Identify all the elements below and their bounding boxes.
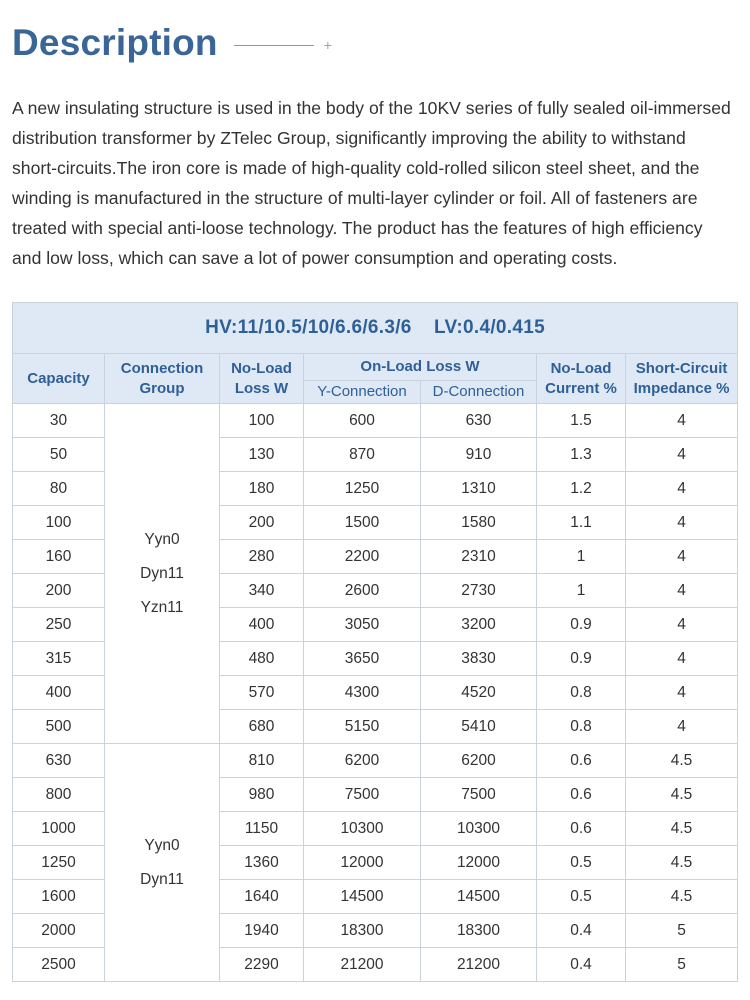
cell-d-connection-loss: 3200 [421,608,537,642]
cell-connection-group [105,744,220,982]
cell-capacity: 160 [13,540,105,574]
cell-noload-current: 1 [537,574,626,608]
header-connection-line1: Connection [120,359,204,377]
cell-capacity: 315 [13,642,105,676]
cell-noload-loss: 130 [220,438,304,472]
cell-noload-current: 0.8 [537,710,626,744]
header-nlcurrent-line1: No-Load [550,359,612,377]
cell-impedance: 4 [626,506,738,540]
cell-noload-current: 0.6 [537,744,626,778]
cell-noload-loss: 100 [220,404,304,438]
cell-impedance: 4 [626,676,738,710]
cell-y-connection-loss: 2200 [304,540,421,574]
cell-d-connection-loss: 2730 [421,574,537,608]
connection-group-label: Yyn0 [144,530,180,548]
cell-noload-current: 0.5 [537,846,626,880]
cell-impedance: 4.5 [626,812,738,846]
cell-y-connection-loss: 2600 [304,574,421,608]
cell-noload-loss: 1640 [220,880,304,914]
cell-y-connection-loss: 5150 [304,710,421,744]
cell-y-connection-loss: 600 [304,404,421,438]
cell-noload-loss: 2290 [220,948,304,982]
cell-d-connection-loss: 4520 [421,676,537,710]
header-onload-loss: On-Load Loss W [304,354,537,381]
voltage-banner: HV:11/10.5/10/6.6/6.3/6 LV:0.4/0.415 [13,303,738,354]
cell-d-connection-loss: 3830 [421,642,537,676]
header-capacity: Capacity [13,354,105,404]
spec-table [12,302,738,982]
cell-noload-loss: 480 [220,642,304,676]
table-row [13,744,738,778]
header-noload-line2: Loss W [234,379,289,397]
cell-noload-loss: 400 [220,608,304,642]
cell-noload-loss: 280 [220,540,304,574]
cell-d-connection-loss: 14500 [421,880,537,914]
cell-impedance: 5 [626,914,738,948]
cell-impedance: 4 [626,472,738,506]
page-title: Description [12,22,218,63]
plus-icon: + [323,37,332,53]
cell-y-connection-loss: 3050 [304,608,421,642]
cell-y-connection-loss: 6200 [304,744,421,778]
header-noload-line1: No-Load [231,359,292,377]
cell-noload-current: 1.3 [537,438,626,472]
cell-noload-current: 0.9 [537,608,626,642]
cell-impedance: 4 [626,642,738,676]
description-paragraph: A new insulating structure is used in the body of the 10KV series of fully sealed oil-immersed distribution transformer by ZTelec Group, significantly improving the ability to withstand short-circuits.The iron core is made of high-quality cold-rolled silicon steel sheet, and the winding is manufactured in the structure of multi-layer cylinder or foil. All of fasteners are treated with special anti-loose technology. The product has the features of high efficiency and low loss, which can save a lot of power consumption and operating costs. [12,98,731,268]
cell-noload-loss: 200 [220,506,304,540]
cell-d-connection-loss: 1580 [421,506,537,540]
cell-y-connection-loss: 870 [304,438,421,472]
cell-noload-loss: 570 [220,676,304,710]
cell-capacity: 1250 [13,846,105,880]
cell-capacity: 1000 [13,812,105,846]
header-connection-line2: Group [139,379,185,397]
cell-noload-current: 0.4 [537,914,626,948]
header-noload-current [537,354,626,404]
cell-d-connection-loss: 7500 [421,778,537,812]
cell-capacity: 200 [13,574,105,608]
cell-y-connection-loss: 4300 [304,676,421,710]
cell-d-connection-loss: 18300 [421,914,537,948]
cell-capacity: 100 [13,506,105,540]
cell-y-connection-loss: 1500 [304,506,421,540]
cell-impedance: 4.5 [626,880,738,914]
cell-impedance: 4 [626,608,738,642]
cell-noload-current: 0.6 [537,778,626,812]
cell-d-connection-loss: 5410 [421,710,537,744]
connection-group-label: Dyn11 [140,564,184,582]
cell-noload-loss: 680 [220,710,304,744]
title-divider [234,45,314,46]
cell-noload-current: 1.2 [537,472,626,506]
cell-impedance: 4.5 [626,744,738,778]
cell-d-connection-loss: 21200 [421,948,537,982]
cell-capacity: 630 [13,744,105,778]
cell-impedance: 5 [626,948,738,982]
cell-capacity: 500 [13,710,105,744]
cell-noload-loss: 810 [220,744,304,778]
cell-d-connection-loss: 910 [421,438,537,472]
spec-table-body [13,404,738,982]
cell-y-connection-loss: 12000 [304,846,421,880]
cell-d-connection-loss: 10300 [421,812,537,846]
cell-d-connection-loss: 2310 [421,540,537,574]
cell-impedance: 4 [626,540,738,574]
cell-capacity: 80 [13,472,105,506]
cell-y-connection-loss: 3650 [304,642,421,676]
header-sc-line2: Impedance % [633,379,730,397]
table-row [13,404,738,438]
connection-group-label: Yzn11 [140,598,184,616]
header-noload-loss [220,354,304,404]
cell-impedance: 4.5 [626,778,738,812]
spec-table-wrapper [12,302,737,982]
header-nlcurrent-line2: Current % [545,379,617,397]
cell-capacity: 250 [13,608,105,642]
cell-noload-loss: 1360 [220,846,304,880]
cell-d-connection-loss: 12000 [421,846,537,880]
cell-noload-current: 1 [537,540,626,574]
cell-noload-loss: 1940 [220,914,304,948]
cell-capacity: 30 [13,404,105,438]
header-y-connection: Y-Connection [304,381,421,404]
cell-d-connection-loss: 630 [421,404,537,438]
cell-noload-current: 0.4 [537,948,626,982]
cell-noload-current: 0.9 [537,642,626,676]
cell-noload-loss: 340 [220,574,304,608]
header-d-connection: D-Connection [421,381,537,404]
section-header [12,22,332,64]
cell-capacity: 50 [13,438,105,472]
cell-noload-current: 0.8 [537,676,626,710]
cell-capacity: 400 [13,676,105,710]
cell-impedance: 4 [626,438,738,472]
cell-noload-current: 1.5 [537,404,626,438]
cell-impedance: 4 [626,404,738,438]
header-sc-line1: Short-Circuit [635,359,728,377]
cell-y-connection-loss: 1250 [304,472,421,506]
cell-capacity: 2000 [13,914,105,948]
cell-noload-loss: 1150 [220,812,304,846]
header-connection-group [105,354,220,404]
cell-connection-group [105,404,220,744]
header-short-circuit [626,354,738,404]
cell-noload-current: 0.5 [537,880,626,914]
cell-capacity: 800 [13,778,105,812]
connection-group-label: Yyn0 [144,836,180,854]
cell-impedance: 4 [626,710,738,744]
cell-impedance: 4.5 [626,846,738,880]
cell-y-connection-loss: 7500 [304,778,421,812]
cell-y-connection-loss: 10300 [304,812,421,846]
cell-capacity: 2500 [13,948,105,982]
connection-group-label: Dyn11 [140,870,184,888]
cell-noload-loss: 980 [220,778,304,812]
cell-d-connection-loss: 1310 [421,472,537,506]
cell-noload-loss: 180 [220,472,304,506]
cell-noload-current: 0.6 [537,812,626,846]
cell-y-connection-loss: 14500 [304,880,421,914]
cell-impedance: 4 [626,574,738,608]
cell-y-connection-loss: 21200 [304,948,421,982]
cell-capacity: 1600 [13,880,105,914]
cell-y-connection-loss: 18300 [304,914,421,948]
cell-noload-current: 1.1 [537,506,626,540]
cell-d-connection-loss: 6200 [421,744,537,778]
